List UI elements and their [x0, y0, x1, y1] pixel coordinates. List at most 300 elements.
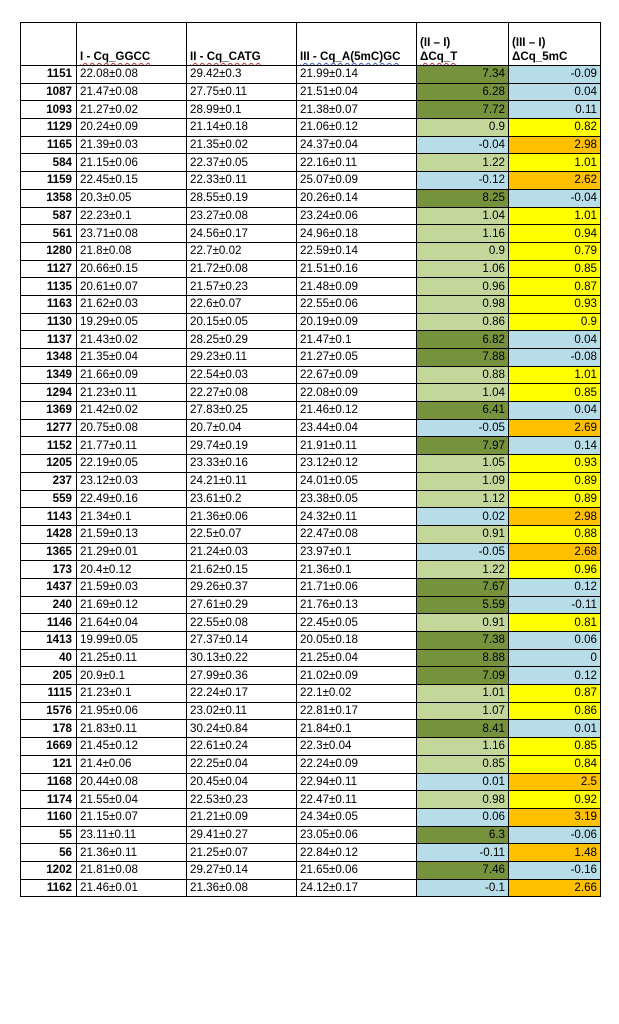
table-row — [21, 685, 601, 703]
cell-delta-cq-5mc: 0.93 — [509, 295, 601, 313]
table-row — [21, 490, 601, 508]
cell-sample-id: 237 — [21, 472, 77, 490]
cell-delta-cq-t: -0.04 — [417, 136, 509, 154]
cell-delta-cq-5mc: 2.68 — [509, 543, 601, 561]
cell-sample-id: 1349 — [21, 366, 77, 384]
cell-cq-5mc: 22.24±0.09 — [297, 755, 417, 773]
cell-sample-id: 173 — [21, 561, 77, 579]
cell-delta-cq-t: -0.1 — [417, 879, 509, 897]
cell-sample-id: 1163 — [21, 295, 77, 313]
table-row — [21, 225, 601, 243]
cell-sample-id: 240 — [21, 596, 77, 614]
cell-cq-ggcc: 21.46±0.01 — [77, 879, 187, 897]
header-sample-id — [21, 23, 77, 66]
cell-delta-cq-5mc: 0.81 — [509, 614, 601, 632]
cell-sample-id: 1669 — [21, 738, 77, 756]
cell-delta-cq-t: 6.3 — [417, 826, 509, 844]
cell-delta-cq-5mc: 0.12 — [509, 578, 601, 596]
cell-cq-ggcc: 20.44±0.08 — [77, 773, 187, 791]
cell-cq-catg: 21.72±0.08 — [187, 260, 297, 278]
cell-cq-5mc: 21.47±0.1 — [297, 331, 417, 349]
table-row — [21, 472, 601, 490]
cell-cq-catg: 22.24±0.17 — [187, 685, 297, 703]
table-row — [21, 738, 601, 756]
cell-cq-ggcc: 23.11±0.11 — [77, 826, 187, 844]
table-row — [21, 349, 601, 367]
table-row — [21, 720, 601, 738]
cell-cq-ggcc: 20.75±0.08 — [77, 419, 187, 437]
cell-cq-catg: 27.37±0.14 — [187, 632, 297, 650]
cell-cq-catg: 29.74±0.19 — [187, 437, 297, 455]
cell-cq-catg: 20.45±0.04 — [187, 773, 297, 791]
cell-cq-catg: 22.6±0.07 — [187, 295, 297, 313]
cell-delta-cq-5mc: 0.12 — [509, 667, 601, 685]
table-row — [21, 313, 601, 331]
cell-sample-id: 561 — [21, 225, 77, 243]
cell-cq-catg: 21.21±0.09 — [187, 808, 297, 826]
cell-cq-5mc: 24.37±0.04 — [297, 136, 417, 154]
cell-cq-ggcc: 23.12±0.03 — [77, 472, 187, 490]
table-row — [21, 83, 601, 101]
cell-cq-catg: 20.7±0.04 — [187, 419, 297, 437]
cell-sample-id: 1202 — [21, 861, 77, 879]
cell-sample-id: 1294 — [21, 384, 77, 402]
cell-cq-catg: 22.33±0.11 — [187, 172, 297, 190]
cell-cq-5mc: 22.16±0.11 — [297, 154, 417, 172]
cell-sample-id: 1093 — [21, 101, 77, 119]
cell-delta-cq-t: 0.91 — [417, 525, 509, 543]
cell-cq-ggcc: 20.3±0.05 — [77, 189, 187, 207]
cell-cq-5mc: 23.24±0.06 — [297, 207, 417, 225]
cell-sample-id: 205 — [21, 667, 77, 685]
cell-delta-cq-5mc: 2.66 — [509, 879, 601, 897]
cell-cq-5mc: 21.06±0.12 — [297, 119, 417, 137]
cell-cq-5mc: 21.46±0.12 — [297, 402, 417, 420]
cell-cq-catg: 29.26±0.37 — [187, 578, 297, 596]
cell-cq-5mc: 22.47±0.11 — [297, 791, 417, 809]
cell-sample-id: 1174 — [21, 791, 77, 809]
table-row — [21, 437, 601, 455]
cell-sample-id: 1280 — [21, 242, 77, 260]
cell-sample-id: 1135 — [21, 278, 77, 296]
cell-delta-cq-t: 6.82 — [417, 331, 509, 349]
table-row — [21, 791, 601, 809]
cq-results-table — [20, 22, 601, 897]
cell-cq-catg: 23.02±0.11 — [187, 702, 297, 720]
cell-sample-id: 56 — [21, 844, 77, 862]
cell-cq-5mc: 23.12±0.12 — [297, 455, 417, 473]
cell-delta-cq-t: 0.9 — [417, 119, 509, 137]
cell-sample-id: 559 — [21, 490, 77, 508]
cell-cq-catg: 29.41±0.27 — [187, 826, 297, 844]
cell-delta-cq-t: 1.05 — [417, 455, 509, 473]
cell-sample-id: 1348 — [21, 349, 77, 367]
cell-delta-cq-t: 7.88 — [417, 349, 509, 367]
table-row — [21, 649, 601, 667]
table-row — [21, 508, 601, 526]
cell-delta-cq-5mc: 0 — [509, 649, 601, 667]
cell-cq-5mc: 23.05±0.06 — [297, 826, 417, 844]
cell-delta-cq-5mc: 2.69 — [509, 419, 601, 437]
cell-cq-catg: 22.53±0.23 — [187, 791, 297, 809]
cell-delta-cq-5mc: 0.89 — [509, 490, 601, 508]
table-row — [21, 808, 601, 826]
cell-cq-ggcc: 21.34±0.1 — [77, 508, 187, 526]
cell-cq-catg: 27.83±0.25 — [187, 402, 297, 420]
table-row — [21, 384, 601, 402]
cell-cq-5mc: 21.25±0.04 — [297, 649, 417, 667]
table-row — [21, 755, 601, 773]
table-row — [21, 614, 601, 632]
cell-cq-ggcc: 21.64±0.04 — [77, 614, 187, 632]
cell-delta-cq-t: 8.25 — [417, 189, 509, 207]
table-row — [21, 295, 601, 313]
cell-cq-ggcc: 20.9±0.1 — [77, 667, 187, 685]
table-row — [21, 189, 601, 207]
table-row — [21, 667, 601, 685]
cell-delta-cq-t: 0.06 — [417, 808, 509, 826]
cell-delta-cq-5mc: 0.86 — [509, 702, 601, 720]
cell-delta-cq-5mc: 0.87 — [509, 278, 601, 296]
cell-cq-ggcc: 21.36±0.11 — [77, 844, 187, 862]
cell-cq-5mc: 21.65±0.06 — [297, 861, 417, 879]
cell-delta-cq-t: 5.59 — [417, 596, 509, 614]
cell-delta-cq-5mc: 0.94 — [509, 225, 601, 243]
cell-cq-catg: 30.24±0.84 — [187, 720, 297, 738]
table-row — [21, 561, 601, 579]
cell-cq-5mc: 21.91±0.11 — [297, 437, 417, 455]
cell-cq-ggcc: 21.59±0.03 — [77, 578, 187, 596]
cell-cq-ggcc: 21.95±0.06 — [77, 702, 187, 720]
cell-cq-5mc: 22.94±0.11 — [297, 773, 417, 791]
cell-delta-cq-5mc: 2.5 — [509, 773, 601, 791]
table-row — [21, 278, 601, 296]
cell-delta-cq-5mc: 0.88 — [509, 525, 601, 543]
header-cq-5mc — [297, 23, 417, 66]
cell-cq-5mc: 22.55±0.06 — [297, 295, 417, 313]
cell-cq-ggcc: 21.23±0.1 — [77, 685, 187, 703]
cell-cq-catg: 27.99±0.36 — [187, 667, 297, 685]
cell-delta-cq-5mc: 0.87 — [509, 685, 601, 703]
cell-delta-cq-t: 7.34 — [417, 66, 509, 84]
cell-cq-ggcc: 21.25±0.11 — [77, 649, 187, 667]
cell-delta-cq-5mc: 2.62 — [509, 172, 601, 190]
cell-cq-ggcc: 21.45±0.12 — [77, 738, 187, 756]
cell-cq-catg: 20.15±0.05 — [187, 313, 297, 331]
cell-cq-5mc: 21.27±0.05 — [297, 349, 417, 367]
document-page — [20, 22, 601, 897]
cell-sample-id: 1165 — [21, 136, 77, 154]
header-delta-cq-t — [417, 23, 509, 66]
cell-cq-5mc: 22.1±0.02 — [297, 685, 417, 703]
cell-delta-cq-t: 7.72 — [417, 101, 509, 119]
cell-sample-id: 1205 — [21, 455, 77, 473]
cell-cq-5mc: 21.71±0.06 — [297, 578, 417, 596]
cell-cq-ggcc: 21.43±0.02 — [77, 331, 187, 349]
cell-delta-cq-t: 1.22 — [417, 154, 509, 172]
cell-cq-ggcc: 21.77±0.11 — [77, 437, 187, 455]
cell-delta-cq-t: 1.09 — [417, 472, 509, 490]
cell-cq-5mc: 20.19±0.09 — [297, 313, 417, 331]
cell-delta-cq-5mc: 0.14 — [509, 437, 601, 455]
cell-delta-cq-t: 0.86 — [417, 313, 509, 331]
cell-sample-id: 1143 — [21, 508, 77, 526]
cell-cq-5mc: 23.97±0.1 — [297, 543, 417, 561]
cell-delta-cq-5mc: 0.79 — [509, 242, 601, 260]
cell-delta-cq-t: 1.06 — [417, 260, 509, 278]
cell-cq-catg: 21.36±0.06 — [187, 508, 297, 526]
cell-sample-id: 1369 — [21, 402, 77, 420]
cell-cq-ggcc: 21.83±0.11 — [77, 720, 187, 738]
table-row — [21, 331, 601, 349]
cell-sample-id: 587 — [21, 207, 77, 225]
table-row — [21, 702, 601, 720]
cell-cq-ggcc: 20.61±0.07 — [77, 278, 187, 296]
cell-delta-cq-5mc: 0.85 — [509, 384, 601, 402]
cell-cq-5mc: 22.67±0.09 — [297, 366, 417, 384]
cell-delta-cq-t: 1.01 — [417, 685, 509, 703]
cell-cq-ggcc: 21.59±0.13 — [77, 525, 187, 543]
cell-cq-5mc: 24.34±0.05 — [297, 808, 417, 826]
cell-delta-cq-5mc: 2.98 — [509, 508, 601, 526]
table-row — [21, 773, 601, 791]
cell-cq-5mc: 21.51±0.04 — [297, 83, 417, 101]
table-header-row — [21, 23, 601, 66]
cell-delta-cq-5mc: 0.82 — [509, 119, 601, 137]
cell-cq-5mc: 21.99±0.14 — [297, 66, 417, 84]
cell-cq-catg: 21.62±0.15 — [187, 561, 297, 579]
cell-cq-catg: 22.5±0.07 — [187, 525, 297, 543]
cell-delta-cq-t: 7.67 — [417, 578, 509, 596]
cell-sample-id: 1168 — [21, 773, 77, 791]
table-row — [21, 242, 601, 260]
cell-cq-ggcc: 21.69±0.12 — [77, 596, 187, 614]
cell-delta-cq-t: 1.16 — [417, 738, 509, 756]
table-row — [21, 419, 601, 437]
cell-delta-cq-5mc: -0.08 — [509, 349, 601, 367]
cell-cq-5mc: 21.02±0.09 — [297, 667, 417, 685]
cell-cq-5mc: 21.84±0.1 — [297, 720, 417, 738]
table-row — [21, 260, 601, 278]
cell-delta-cq-5mc: 0.11 — [509, 101, 601, 119]
cell-delta-cq-t: 1.16 — [417, 225, 509, 243]
cell-sample-id: 1127 — [21, 260, 77, 278]
cell-cq-ggcc: 21.23±0.11 — [77, 384, 187, 402]
cell-delta-cq-t: 1.22 — [417, 561, 509, 579]
cell-cq-5mc: 22.3±0.04 — [297, 738, 417, 756]
table-row — [21, 578, 601, 596]
cell-cq-5mc: 22.08±0.09 — [297, 384, 417, 402]
header-cq-catg — [187, 23, 297, 66]
cell-sample-id: 121 — [21, 755, 77, 773]
table-row — [21, 861, 601, 879]
table-row — [21, 826, 601, 844]
cell-delta-cq-5mc: -0.09 — [509, 66, 601, 84]
cell-delta-cq-t: 7.46 — [417, 861, 509, 879]
cell-delta-cq-5mc: 1.01 — [509, 207, 601, 225]
cell-cq-catg: 21.36±0.08 — [187, 879, 297, 897]
cell-delta-cq-5mc: -0.16 — [509, 861, 601, 879]
cell-cq-5mc: 24.01±0.05 — [297, 472, 417, 490]
cell-sample-id: 178 — [21, 720, 77, 738]
cell-sample-id: 55 — [21, 826, 77, 844]
table-row — [21, 543, 601, 561]
cell-sample-id: 1115 — [21, 685, 77, 703]
cell-delta-cq-5mc: 0.89 — [509, 472, 601, 490]
cell-delta-cq-5mc: -0.04 — [509, 189, 601, 207]
cell-delta-cq-5mc: 0.92 — [509, 791, 601, 809]
cell-cq-5mc: 23.44±0.04 — [297, 419, 417, 437]
cell-cq-5mc: 21.48±0.09 — [297, 278, 417, 296]
header-delta-cq-t-label: ΔCq_T — [420, 50, 458, 63]
cell-delta-cq-t: 6.41 — [417, 402, 509, 420]
cell-cq-5mc: 22.81±0.17 — [297, 702, 417, 720]
cell-delta-cq-t: -0.05 — [417, 543, 509, 561]
cell-delta-cq-t: 0.88 — [417, 366, 509, 384]
cell-cq-catg: 21.14±0.18 — [187, 119, 297, 137]
cell-delta-cq-t: 1.07 — [417, 702, 509, 720]
cell-cq-5mc: 20.26±0.14 — [297, 189, 417, 207]
cell-cq-catg: 23.61±0.2 — [187, 490, 297, 508]
header-delta-cq-5mc-formula: (III – I) — [512, 36, 546, 49]
cell-sample-id: 1087 — [21, 83, 77, 101]
cell-delta-cq-5mc: 0.96 — [509, 561, 601, 579]
cell-cq-ggcc: 22.19±0.05 — [77, 455, 187, 473]
header-delta-cq-5mc — [509, 23, 601, 66]
cell-sample-id: 1437 — [21, 578, 77, 596]
cell-delta-cq-t: 0.98 — [417, 791, 509, 809]
cell-cq-ggcc: 21.8±0.08 — [77, 242, 187, 260]
cell-delta-cq-t: 0.9 — [417, 242, 509, 260]
table-row — [21, 207, 601, 225]
cell-cq-5mc: 24.96±0.18 — [297, 225, 417, 243]
cell-cq-ggcc: 21.62±0.03 — [77, 295, 187, 313]
cell-cq-catg: 21.57±0.23 — [187, 278, 297, 296]
table-row — [21, 455, 601, 473]
cell-delta-cq-5mc: 0.04 — [509, 331, 601, 349]
cell-cq-catg: 29.27±0.14 — [187, 861, 297, 879]
cell-cq-ggcc: 21.47±0.08 — [77, 83, 187, 101]
cell-sample-id: 1129 — [21, 119, 77, 137]
cell-delta-cq-t: 0.98 — [417, 295, 509, 313]
cell-cq-ggcc: 21.15±0.06 — [77, 154, 187, 172]
cell-cq-catg: 22.54±0.03 — [187, 366, 297, 384]
cell-sample-id: 1152 — [21, 437, 77, 455]
cell-sample-id: 1365 — [21, 543, 77, 561]
cell-cq-5mc: 24.12±0.17 — [297, 879, 417, 897]
cell-cq-ggcc: 19.29±0.05 — [77, 313, 187, 331]
cell-cq-catg: 21.35±0.02 — [187, 136, 297, 154]
cell-cq-ggcc: 20.24±0.09 — [77, 119, 187, 137]
cell-delta-cq-t: 0.96 — [417, 278, 509, 296]
cell-cq-ggcc: 22.45±0.15 — [77, 172, 187, 190]
cell-cq-ggcc: 21.81±0.08 — [77, 861, 187, 879]
cell-sample-id: 1137 — [21, 331, 77, 349]
cell-cq-ggcc: 22.08±0.08 — [77, 66, 187, 84]
cell-delta-cq-5mc: 0.01 — [509, 720, 601, 738]
table-row — [21, 172, 601, 190]
cell-cq-ggcc: 23.71±0.08 — [77, 225, 187, 243]
cell-sample-id: 1151 — [21, 66, 77, 84]
cell-cq-ggcc: 21.66±0.09 — [77, 366, 187, 384]
table-row — [21, 879, 601, 897]
cell-cq-5mc: 22.47±0.08 — [297, 525, 417, 543]
cell-delta-cq-5mc: 0.04 — [509, 83, 601, 101]
cell-cq-ggcc: 21.29±0.01 — [77, 543, 187, 561]
header-delta-cq-5mc-label: ΔCq_5mC — [512, 50, 568, 63]
cell-sample-id: 1358 — [21, 189, 77, 207]
header-delta-cq-t-formula: (II – I) — [420, 36, 451, 49]
cell-cq-ggcc: 21.27±0.02 — [77, 101, 187, 119]
cell-delta-cq-5mc: -0.11 — [509, 596, 601, 614]
cell-cq-catg: 21.25±0.07 — [187, 844, 297, 862]
cell-sample-id: 1159 — [21, 172, 77, 190]
cell-cq-catg: 24.21±0.11 — [187, 472, 297, 490]
cell-cq-5mc: 21.76±0.13 — [297, 596, 417, 614]
cell-cq-5mc: 21.36±0.1 — [297, 561, 417, 579]
cell-cq-catg: 23.33±0.16 — [187, 455, 297, 473]
cell-sample-id: 1146 — [21, 614, 77, 632]
cell-cq-ggcc: 20.4±0.12 — [77, 561, 187, 579]
cell-delta-cq-t: -0.11 — [417, 844, 509, 862]
cell-delta-cq-5mc: 0.84 — [509, 755, 601, 773]
cell-cq-catg: 22.55±0.08 — [187, 614, 297, 632]
table-row — [21, 136, 601, 154]
cell-delta-cq-t: 0.85 — [417, 755, 509, 773]
cell-cq-catg: 28.55±0.19 — [187, 189, 297, 207]
cell-delta-cq-t: -0.05 — [417, 419, 509, 437]
cell-delta-cq-t: 0.02 — [417, 508, 509, 526]
cell-cq-catg: 29.42±0.3 — [187, 66, 297, 84]
table-body — [21, 66, 601, 897]
header-cq-ggcc-label: I - Cq_GGCC — [80, 50, 151, 63]
cell-cq-catg: 22.25±0.04 — [187, 755, 297, 773]
table-row — [21, 154, 601, 172]
cell-cq-5mc: 22.45±0.05 — [297, 614, 417, 632]
cell-cq-catg: 21.24±0.03 — [187, 543, 297, 561]
cell-delta-cq-5mc: 0.06 — [509, 632, 601, 650]
table-row — [21, 66, 601, 84]
cell-cq-ggcc: 20.66±0.15 — [77, 260, 187, 278]
cell-cq-catg: 24.56±0.17 — [187, 225, 297, 243]
cell-sample-id: 1162 — [21, 879, 77, 897]
cell-delta-cq-5mc: -0.06 — [509, 826, 601, 844]
cell-cq-ggcc: 22.23±0.1 — [77, 207, 187, 225]
cell-cq-5mc: 22.84±0.12 — [297, 844, 417, 862]
header-cq-ggcc — [77, 23, 187, 66]
table-row — [21, 119, 601, 137]
cell-cq-5mc: 24.32±0.11 — [297, 508, 417, 526]
cell-delta-cq-5mc: 1.48 — [509, 844, 601, 862]
cell-delta-cq-5mc: 0.04 — [509, 402, 601, 420]
cell-delta-cq-5mc: 1.01 — [509, 366, 601, 384]
cell-cq-catg: 28.99±0.1 — [187, 101, 297, 119]
cell-cq-catg: 22.37±0.05 — [187, 154, 297, 172]
cell-cq-5mc: 20.05±0.18 — [297, 632, 417, 650]
cell-cq-ggcc: 19.99±0.05 — [77, 632, 187, 650]
cell-cq-catg: 27.75±0.11 — [187, 83, 297, 101]
table-row — [21, 596, 601, 614]
cell-delta-cq-5mc: 0.85 — [509, 738, 601, 756]
table-row — [21, 632, 601, 650]
header-cq-catg-label: II - Cq_CATG — [190, 50, 261, 63]
cell-cq-ggcc: 21.35±0.04 — [77, 349, 187, 367]
cell-delta-cq-t: 7.38 — [417, 632, 509, 650]
cell-sample-id: 584 — [21, 154, 77, 172]
cell-sample-id: 1130 — [21, 313, 77, 331]
cell-delta-cq-t: 0.01 — [417, 773, 509, 791]
cell-cq-ggcc: 21.4±0.06 — [77, 755, 187, 773]
